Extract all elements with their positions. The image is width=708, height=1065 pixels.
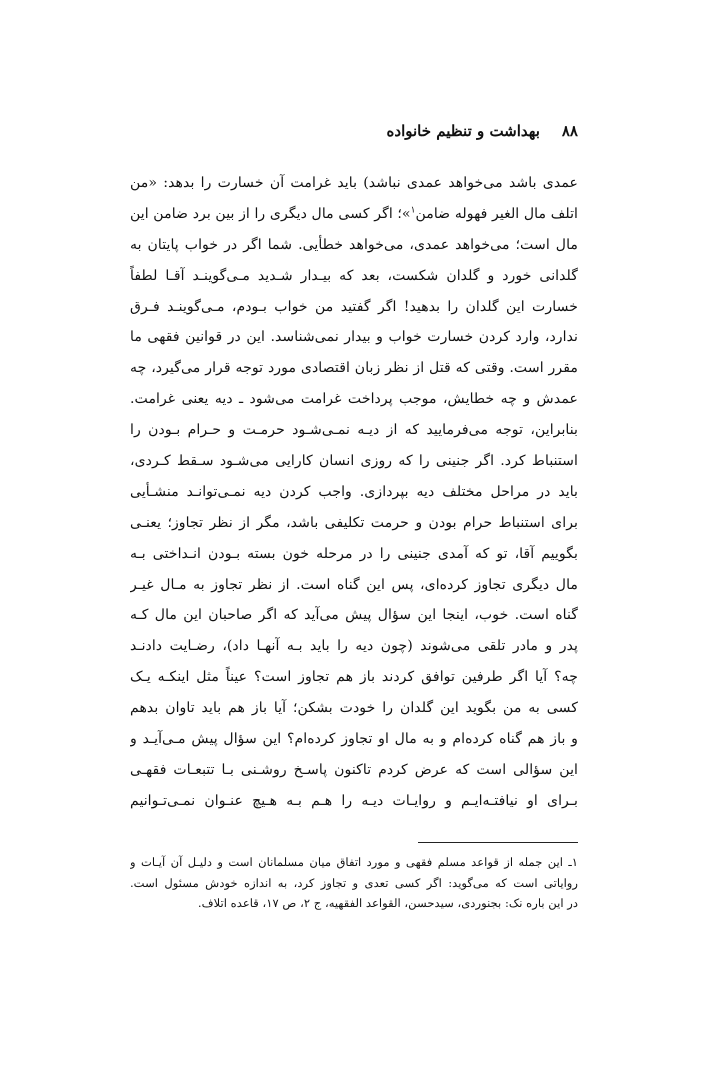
footnote-line: در این باره نک: بجنوردی، سیدحسن، القواعد الفقهیه، ج ۲، ص ۱۷، قاعده اتلاف. xyxy=(197,896,578,910)
footnote-line: روایاتی است که می‌گوید: اگر کسی تعدی و تجاوز کرد، به اندازه خودش مسئول است. xyxy=(130,875,578,890)
body-line: مال دیگری تجاوز کرده‌ای، پس این گناه است. از نظر تجاوز به مـال غیـر xyxy=(130,576,578,593)
body-line: مال است؛ می‌خواهد عمدی، می‌خواهد خطأیی. شما اگر در خواب پایتان به xyxy=(130,236,578,253)
body-line: پدر و مادر تلقی می‌شوند (چون دیه را باید بـه آنهـا داد)، رضـایت دادنـد xyxy=(130,638,578,655)
body-line: بـرای او نیافتـه‌ایـم و روایـات دیـه را هـم بـه هـیچ عنـوان نمـی‌تـوانیم xyxy=(130,792,578,809)
footnote xyxy=(130,852,578,914)
page-number: ۸۸ xyxy=(561,122,578,140)
body-line: گناه است. خوب، اینجا این سؤال پیش می‌آید که اگر صاحبان این مال کـه xyxy=(130,607,578,624)
body-line: گلدانی خورد و گلدان شکست، بعد که بیـدار شـدید مـی‌گوینـد آقـا لطفاً xyxy=(130,267,578,284)
body-line: برای استنباط حرام بودن و حرمت تکلیفی باشد، مگر از نظر تجاوز؛ یعنـی xyxy=(130,514,578,531)
running-header xyxy=(130,122,578,140)
body-line: مقرر است. وقتی که قتل از نظر زبان اقتصادی مورد توجه قرار می‌گیرد، چه xyxy=(130,360,578,377)
body-line: عمدش و چه خطایش، موجب پرداخت غرامت می‌شود ـ دیه یعنی غرامت. xyxy=(130,391,578,408)
body-line: ندارد، وارد کردن خسارت خواب و بیدار نمی‌شناسد. این در قوانین فقهی ما xyxy=(130,329,578,346)
body-text xyxy=(130,168,578,817)
body-line: استنباط کرد. اگر جنینی را که روزی انسان کارایی می‌شـود سـقط کـردی، xyxy=(130,453,578,470)
body-line-with-footnote xyxy=(130,199,578,230)
body-line: و باز هم گناه کرده‌ام و به مال او تجاوز کرده‌ام؟ این سؤال پیش مـی‌آیـد و xyxy=(130,731,578,748)
body-line: عمدی باشد می‌خواهد عمدی نباشد) باید غرامت آن خسارت را بدهد: «من xyxy=(130,175,578,191)
body-line-part: اتلف مال الغیر فهوله ضامن$^۱$»؛ اگر کسی مال دیگری را از بین برد ضامن این xyxy=(130,205,578,222)
body-line: کسی به من بگوید این گلدان را خودت بشکن؛ آیا باز هم باید تاوان بدهم xyxy=(130,700,578,717)
footnote-separator xyxy=(418,842,578,843)
footnote-line: ۱ـ این جمله از قواعد مسلم فقهی و مورد اتفاق میان مسلمانان است و دلیـل آن آیـات و xyxy=(130,855,578,869)
body-line: بگوییم آقا، تو که آمدی جنینی را در مرحله خون بسته بـودن انـداختی بـه xyxy=(130,545,578,562)
body-line: این سؤالی است که عرض کردم تاکنون پاسـخ روشـنی بـا تتبعـات فقهـی xyxy=(130,761,578,778)
body-line: خسارت این گلدان را بدهید! اگر گفتید من خواب بـودم، مـی‌گوینـد فـرق xyxy=(130,298,578,315)
running-title: بهداشت و تنظیم خانواده xyxy=(386,122,540,140)
body-line: بنابراین، توجه می‌فرمایید که از دیـه نمـی‌شـود حرمـت و حـرام بـودن را xyxy=(130,422,578,439)
body-line: چه؟ آیا اگر طرفین توافق کردند باز هم تجاوز است؟ عیناً مثل اینکـه یـک xyxy=(130,669,578,686)
footnote-marker: ۱ xyxy=(410,205,416,216)
body-line: باید در مراحل مختلف دیه بپردازی. واجب کردن دیه نمـی‌توانـد منشـأیی xyxy=(130,483,578,500)
